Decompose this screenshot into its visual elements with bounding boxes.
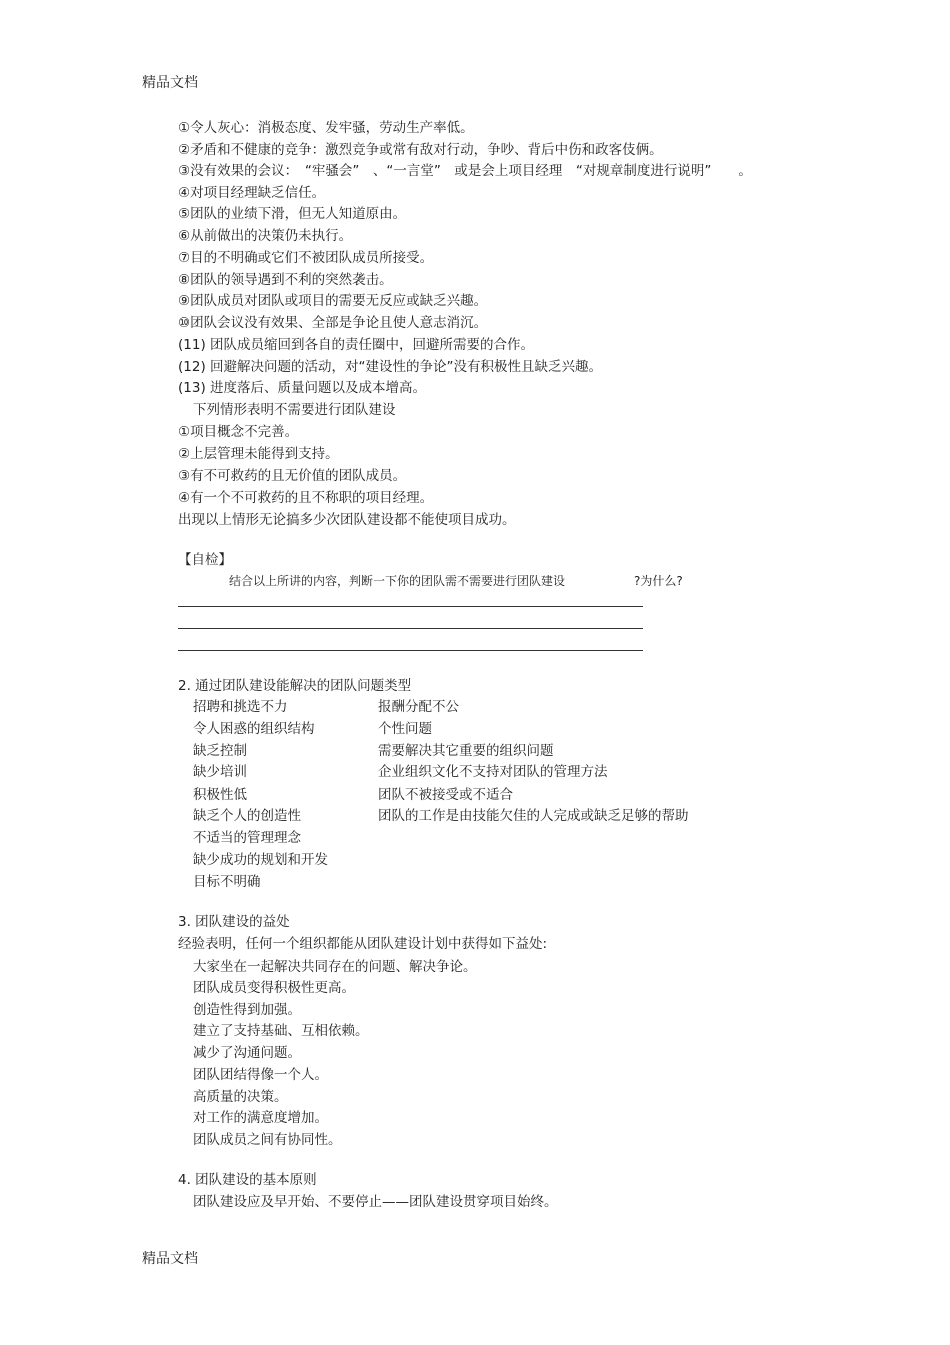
no-need-item: ②上层管理未能得到支持。 (178, 446, 339, 462)
section2-col2-item: 报酬分配不公 (378, 699, 459, 715)
section2-col2-item: 企业组织文化不支持对团队的管理方法 (378, 764, 608, 780)
section2-col1-item: 不适当的管理理念 (193, 830, 301, 846)
answer-line[interactable] (178, 606, 643, 607)
problem-item: ④对项目经理缺乏信任。 (178, 185, 326, 201)
section2-col2-item: 需要解决其它重要的组织问题 (378, 743, 554, 759)
problem-item: ⑦目的不明确或它们不被团队成员所接受。 (178, 250, 434, 266)
benefit-item: 建立了支持基础、互相依赖。 (193, 1023, 369, 1039)
problem-item: ⑧团队的领导遇到不利的突然袭击。 (178, 272, 393, 288)
benefit-item: 高质量的决策。 (193, 1089, 288, 1105)
answer-line[interactable] (178, 650, 643, 651)
self-check-title: 【自检】 (178, 552, 232, 568)
section2-col2-item: 团队的工作是由技能欠佳的人完成或缺乏足够的帮助 (378, 808, 689, 824)
problem-item: ①令人灰心：消极态度、发牢骚，劳动生产率低。 (178, 120, 474, 136)
section2-col2-item: 个性问题 (378, 721, 432, 737)
problem-item: ⑩团队会议没有效果、全部是争论且使人意志消沉。 (178, 315, 488, 331)
section2-title: 2. 通过团队建设能解决的团队问题类型 (178, 678, 412, 694)
benefit-item: 创造性得到加强。 (193, 1002, 301, 1018)
section2-col1-item: 令人困惑的组织结构 (193, 721, 315, 737)
no-need-conclusion: 出现以上情形无论搞多少次团队建设都不能使项目成功。 (178, 512, 516, 528)
benefit-item: 大家坐在一起解决共同存在的问题、解决争论。 (193, 959, 477, 975)
section4-text: 团队建设应及早开始、不要停止——团队建设贯穿项目始终。 (193, 1194, 558, 1210)
benefit-item: 团队成员之间有协同性。 (193, 1132, 342, 1148)
problem-item: ②矛盾和不健康的竞争：激烈竞争或常有敌对行动，争吵、背后中伤和政客伎俩。 (178, 142, 663, 158)
answer-line[interactable] (178, 628, 643, 629)
benefit-item: 减少了沟通问题。 (193, 1045, 301, 1061)
self-check-prompt-tail: ?为什么? (634, 574, 683, 588)
self-check-prompt: 结合以上所讲的内容，判断一下你的团队需不需要进行团队建设 (229, 574, 566, 588)
page-header: 精品文档 (142, 75, 198, 91)
section2-col1-item: 招聘和挑选不力 (193, 699, 288, 715)
section4-title: 4. 团队建设的基本原则 (178, 1172, 317, 1188)
no-need-item: ④有一个不可救药的且不称职的项目经理。 (178, 490, 434, 506)
problem-item: (12) 回避解决问题的活动，对“建设性的争论”没有积极性且缺乏兴趣。 (178, 359, 602, 375)
section3-title: 3. 团队建设的益处 (178, 914, 290, 930)
section2-col1-item: 缺少培训 (193, 764, 247, 780)
no-need-item: ①项目概念不完善。 (178, 424, 299, 440)
no-need-item: ③有不可救药的且无价值的团队成员。 (178, 468, 407, 484)
no-need-title: 下列情形表明不需要进行团队建设 (193, 402, 396, 418)
section3-intro: 经验表明，任何一个组织都能从团队建设计划中获得如下益处: (178, 936, 548, 952)
section2-col1-item: 缺少成功的规划和开发 (193, 852, 328, 868)
page-footer: 精品文档 (142, 1251, 198, 1267)
benefit-item: 团队成员变得积极性更高。 (193, 980, 355, 996)
section2-col1-item: 缺乏控制 (193, 743, 247, 759)
benefit-item: 团队团结得像一个人。 (193, 1067, 328, 1083)
benefit-item: 对工作的满意度增加。 (193, 1110, 328, 1126)
section2-col1-item: 缺乏个人的创造性 (193, 808, 301, 824)
problem-item: (11) 团队成员缩回到各自的责任圈中，回避所需要的合作。 (178, 337, 535, 353)
section2-col1-item: 积极性低 (193, 787, 247, 803)
problem-item: ⑥从前做出的决策仍未执行。 (178, 228, 353, 244)
section2-col2-item: 团队不被接受或不适合 (378, 787, 513, 803)
problem-item: ⑨团队成员对团队或项目的需要无反应或缺乏兴趣。 (178, 293, 488, 309)
problem-item: ⑤团队的业绩下滑，但无人知道原由。 (178, 206, 407, 222)
problem-item: ③没有效果的会议： “牢骚会” 、“一言堂” 或是会上项目经理 “对规章制度进行说明” 。 (178, 163, 752, 179)
problem-item: (13) 进度落后、质量问题以及成本增高。 (178, 380, 427, 396)
section2-col1-item: 目标不明确 (193, 874, 261, 890)
